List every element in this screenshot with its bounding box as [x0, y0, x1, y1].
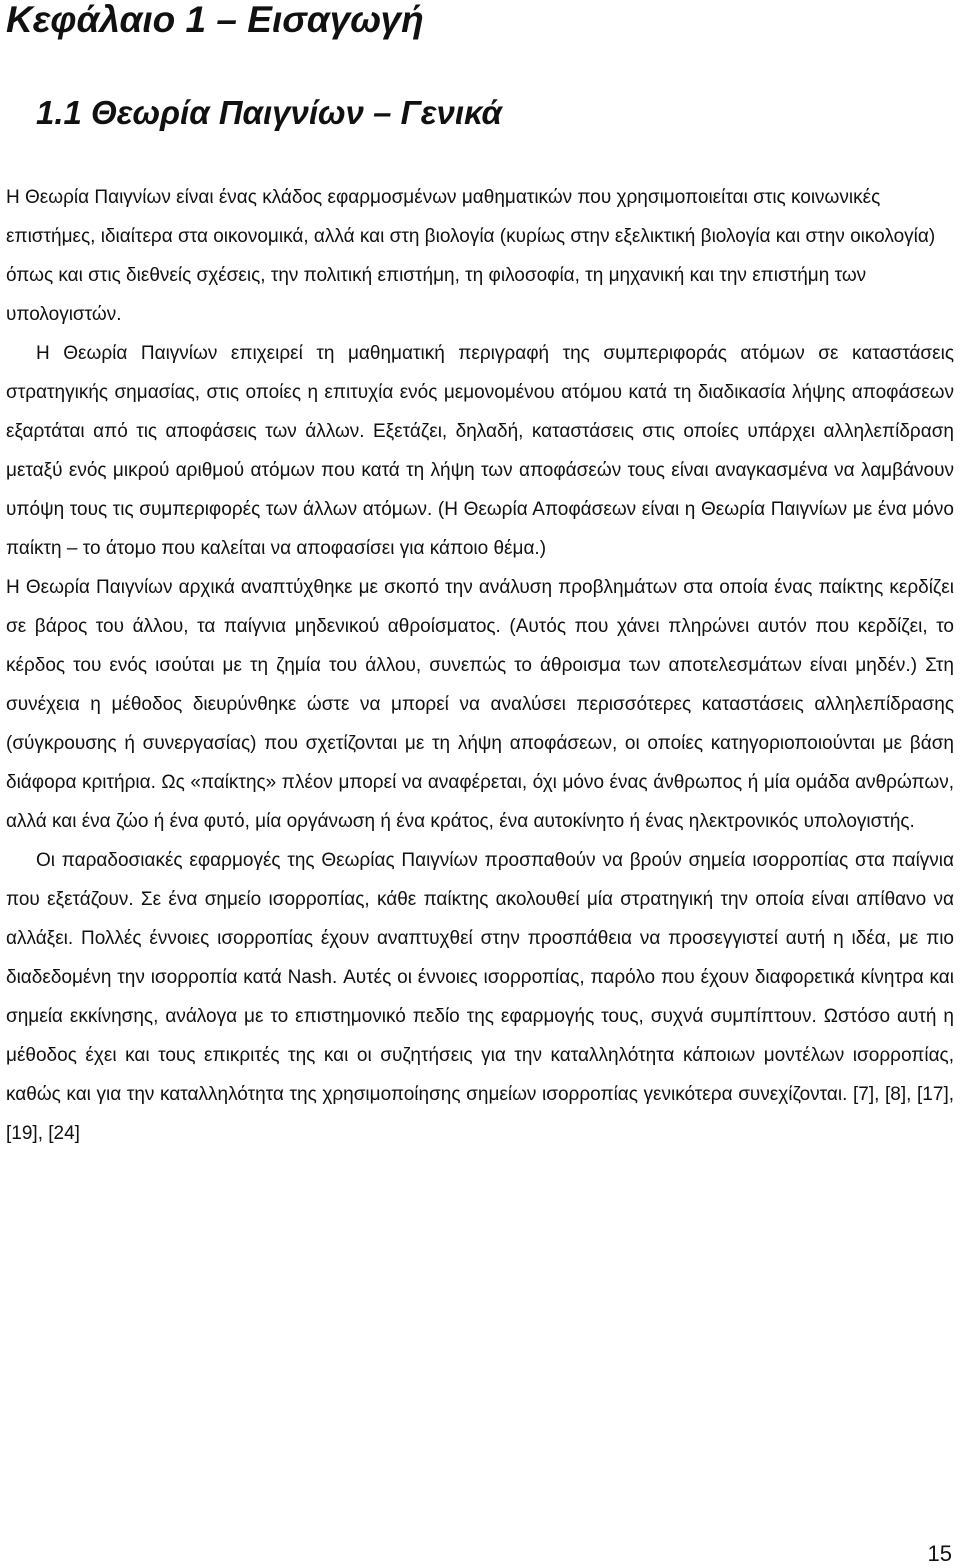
paragraph-2: Η Θεωρία Παιγνίων επιχειρεί τη μαθηματική περιγραφή της συμπεριφοράς ατόμων σε καταστάσεις στρατηγικής σημασίας, στις οποίες η επιτυχία ενός μεμονομένου ατόμου κατά τη διαδικασία λήψης αποφάσεων εξαρτάται από τις αποφάσεις των άλλων. Εξετάζει, δηλαδή, καταστάσεις στις οποίες υπάρχει αλληλεπίδραση μεταξύ ενός μικρού αριθμού ατόμων που κατά τη λήψη των αποφάσεών τους είναι αναγκασμένα να λαμβάνουν υπόψη τους τις συμπεριφορές των άλλων ατόμων. (Η Θεωρία Αποφάσεων είναι η Θεωρία Παιγνίων με ένα μόνο παίκτη – το άτομο που καλείται να αποφασίσει για κάποιο θέμα.)	[6, 343, 954, 559]
section-title: 1.1 Θεωρία Παιγνίων – Γενικά	[36, 94, 502, 131]
paragraph-4: Οι παραδοσιακές εφαρμογές της Θεωρίας Παιγνίων προσπαθούν να βρούν σημεία ισορροπίας στα παίγνια που εξετάζουν. Σε ένα σημείο ισορροπίας, κάθε παίκτης ακολουθεί μία στρατηγική την οποία είναι απίθανο να αλλάξει. Πολλές έννοιες ισορροπίας έχουν αναπτυχθεί στην προσπάθεια να προσεγγιστεί αυτή η ιδέα, με πιο διαδεδομένη την ισορροπία κατά Nash. Αυτές οι έννοιες ισορροπίας, παρόλο που έχουν διαφορετικά κίνητρα και σημεία εκκίνησης, ανάλογα με το επιστημονικό πεδίο της εφαρμογής τους, συχνά συμπίπτουν. Ωστόσο αυτή η μέθοδος έχει και τους επικριτές της και οι συζητήσεις για την καταλληλότητα κάποιων μοντέλων ισορροπίας, καθώς και για την καταλληλότητα της χρησιμοποίησης σημείων ισορροπίας γενικότερα συνεχίζονται. [7], [8], [17], [19], [24]	[6, 850, 954, 1144]
paragraph-1: Η Θεωρία Παιγνίων είναι ένας κλάδος εφαρμοσμένων μαθηματικών που χρησιμοποιείται στις κοινωνικές επιστήμες, ιδιαίτερα στα οικονομικά, αλλά και στη βιολογία (κυρίως στην εξελικτική βιολογία και στην οικολογία) όπως και στις διεθνείς σχέσεις, την πολιτική επιστήμη, τη φιλοσοφία, τη μηχανική και την επιστήμη των υπολογιστών.	[6, 187, 936, 325]
paragraph-3: Η Θεωρία Παιγνίων αρχικά αναπτύχθηκε με σκοπό την ανάλυση προβλημάτων στα οποία ένας παίκτης κερδίζει σε βάρος του άλλου, τα παίγνια μηδενικού αθροίσματος. (Αυτός που χάνει πληρώνει αυτόν που κερδίζει, το κέρδος του ενός ισούται με τη ζημία του άλλου, συνεπώς το άθροισμα των αποτελεσμάτων είναι μηδέν.) Στη συνέχεια η μέθοδος διευρύνθηκε ώστε να μπορεί να αναλύσει περισσότερες καταστάσεις αλληλεπίδρασης (σύγκρουσης ή συνεργασίας) που σχετίζονται με τη λήψη αποφάσεων, οι οποίες κατηγοριοποιούνται με βάση διάφορα κριτήρια. Ως «παίκτης» πλέον μπορεί να αναφέρεται, όχι μόνο ένας άνθρωπος ή μία ομάδα ανθρώπων, αλλά και ένα ζώο ή ένα φυτό, μία οργάνωση ή ένα κράτος, ένα αυτοκίνητο ή ένας ηλεκτρονικός υπολογιστής.	[6, 577, 954, 832]
chapter-title: Κεφάλαιο 1 – Εισαγωγή	[6, 0, 424, 40]
page-number: 15	[927, 1541, 952, 1566]
body-text	[6, 178, 954, 1153]
